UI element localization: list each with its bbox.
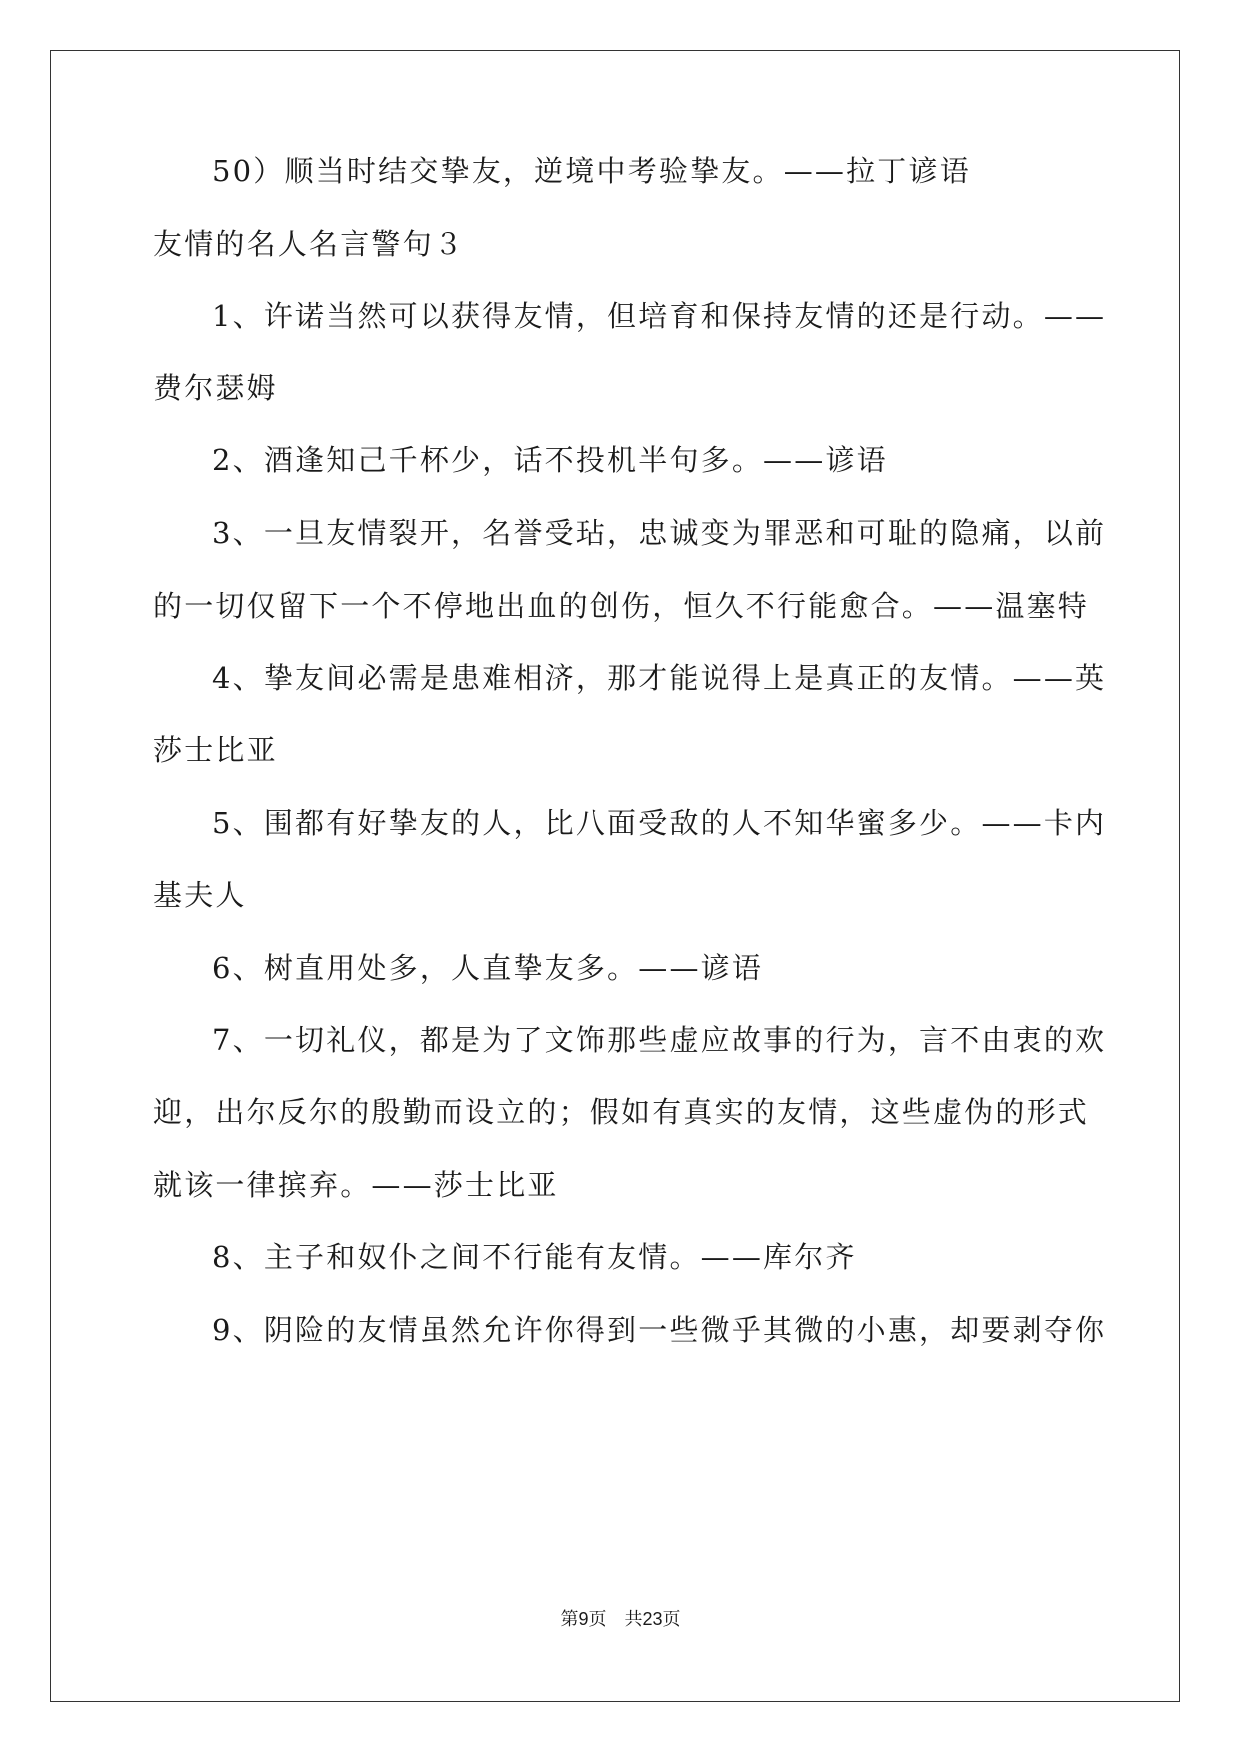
text-line-15: 就该一律摈弃。——莎士比亚: [153, 1168, 559, 1202]
text-line-17: 9、阴险的友情虽然允许你得到一些微乎其微的小惠，却要剥夺你: [212, 1313, 1107, 1347]
total-pages: 23: [642, 1609, 663, 1629]
text-line-9: 莎士比亚: [153, 733, 278, 767]
text-line-6: 3、一旦友情裂开，名誉受玷，忠诚变为罪恶和可耻的隐痛，以前: [212, 516, 1107, 550]
text-line-10: 5、围都有好挚友的人，比八面受敌的人不知华蜜多少。——卡内: [212, 806, 1107, 840]
text-line-12: 6、树直用处多，人直挚友多。——谚语: [212, 951, 764, 985]
section-heading: 友情的名人名言警句３: [153, 227, 466, 261]
page-suffix: 页: [588, 1609, 607, 1630]
text-line-16: 8、主子和奴仆之间不行能有友情。——库尔齐: [212, 1240, 857, 1274]
text-line-4: 费尔瑟姆: [153, 371, 278, 405]
text-line-11: 基夫人: [153, 878, 247, 912]
page-prefix: 第: [560, 1609, 579, 1630]
text-line-7: 的一切仅留下一个不停地出血的创伤，恒久不行能愈合。——温塞特: [153, 589, 1090, 623]
total-suffix: 页: [662, 1609, 681, 1630]
text-line-8: 4、挚友间必需是患难相济，那才能说得上是真正的友情。——英: [212, 661, 1107, 695]
text-line-14: 迎，出尔反尔的殷勤而设立的；假如有真实的友情，这些虚伪的形式: [153, 1095, 1090, 1129]
page-footer: [0, 1610, 1241, 1629]
text-line-1: 50）顺当时结交挚友，逆境中考验挚友。——拉丁谚语: [212, 154, 971, 188]
total-prefix: 共: [624, 1609, 643, 1630]
page-number: 9: [578, 1609, 589, 1629]
text-line-3: 1、许诺当然可以获得友情，但培育和保持友情的还是行动。——: [212, 299, 1107, 333]
text-line-5: 2、酒逢知己千杯少，话不投机半句多。——谚语: [212, 443, 888, 477]
text-line-13: 7、一切礼仪，都是为了文饰那些虚应故事的行为，言不由衷的欢: [212, 1023, 1107, 1057]
page-border: [50, 50, 1180, 1702]
